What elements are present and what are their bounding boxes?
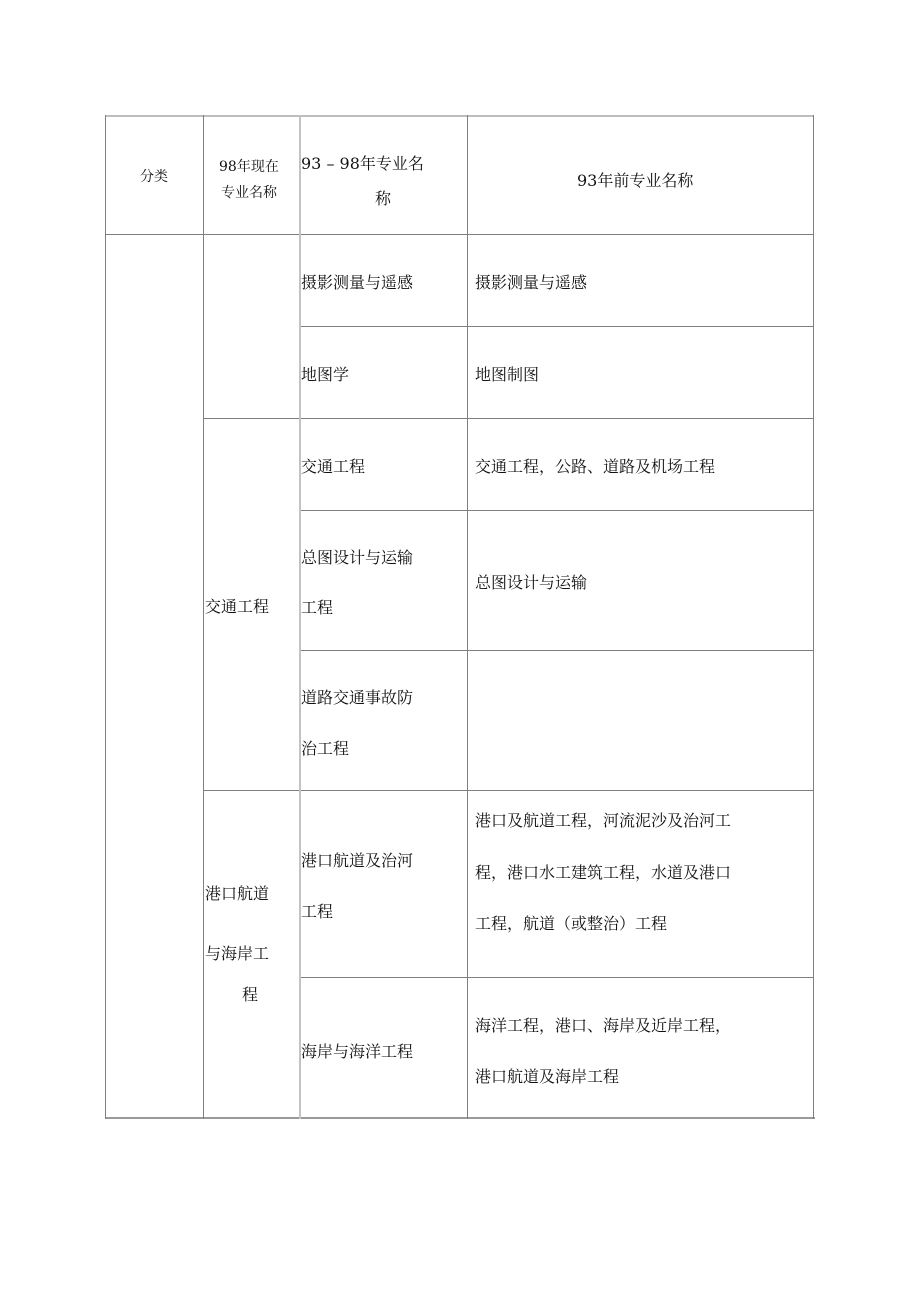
row-divider	[203, 790, 814, 791]
cell-pre93: 总图设计与运输	[475, 573, 588, 592]
cell-98-name-line3: 程	[242, 985, 259, 1004]
header-category: 分类	[140, 169, 168, 185]
header-98-name-line2: 专业名称	[221, 185, 277, 201]
cell-pre93: 港口及航道工程，河流泥沙及治河工	[475, 811, 732, 830]
header-93-98-name: 93 – 98年专业名	[301, 154, 424, 173]
column-divider	[467, 115, 468, 1119]
cell-93-98: 摄影测量与遥感	[301, 273, 414, 292]
cell-93-98: 道路交通事故防	[301, 688, 414, 707]
row-divider	[299, 977, 814, 978]
column-divider	[203, 115, 204, 1119]
cell-pre93-line3: 工程，航道（或整治）工程	[475, 914, 668, 933]
table-border-bottom	[105, 1117, 815, 1119]
cell-93-98-line2: 治工程	[301, 739, 350, 758]
cell-pre93: 地图制图	[475, 365, 540, 384]
cell-98-name: 港口航道	[205, 884, 270, 903]
cell-98-name-line2: 与海岸工	[205, 944, 270, 963]
cell-98-name: 交通工程	[205, 597, 270, 616]
row-divider	[299, 650, 814, 651]
cell-93-98-line2: 工程	[301, 902, 334, 921]
cell-93-98: 总图设计与运输	[301, 548, 414, 567]
row-divider	[299, 510, 814, 511]
row-divider	[203, 418, 814, 419]
header-93-98-name-line2: 称	[375, 189, 392, 208]
cell-pre93: 摄影测量与遥感	[475, 273, 588, 292]
header-pre93-name: 93年前专业名称	[577, 171, 694, 190]
header-divider	[105, 234, 814, 235]
cell-93-98: 海岸与海洋工程	[301, 1042, 414, 1061]
cell-pre93-line2: 程，港口水工建筑工程，水道及港口	[475, 863, 732, 882]
cell-pre93: 海洋工程，港口、海岸及近岸工程，	[475, 1016, 732, 1035]
table-border-left	[105, 115, 106, 1119]
cell-93-98: 地图学	[301, 365, 350, 384]
cell-pre93-line2: 港口航道及海岸工程	[475, 1067, 620, 1086]
header-98-name: 98年现在	[219, 159, 279, 175]
cell-pre93: 交通工程，公路、道路及机场工程	[475, 457, 716, 476]
table-border-top	[105, 115, 814, 117]
table-border-right	[813, 115, 814, 1119]
cell-93-98: 交通工程	[301, 457, 366, 476]
cell-93-98: 港口航道及治河	[301, 851, 414, 870]
row-divider	[299, 326, 814, 327]
cell-93-98-line2: 工程	[301, 598, 334, 617]
